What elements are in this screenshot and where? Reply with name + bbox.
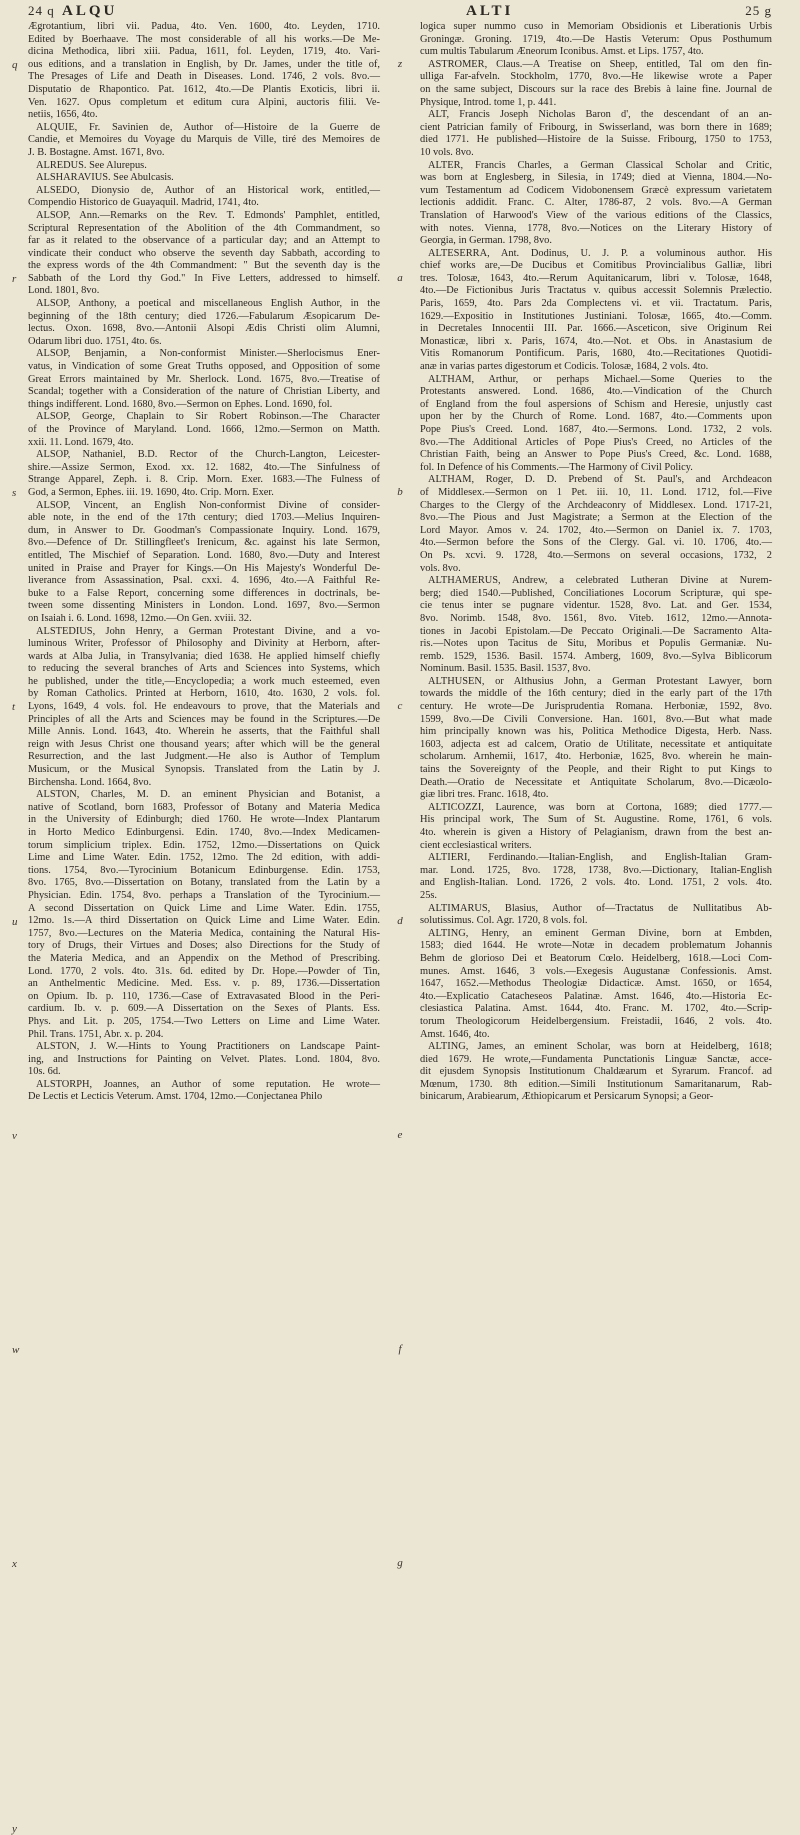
- text-line: Musicum, or the Musical Synopsis. Translated from the Latin by J.: [28, 764, 380, 776]
- text-line: Lond. 1801, 8vo.: [28, 285, 100, 297]
- text-line: things indifferent. Lond. 1680, 8vo.—Sermon on Ephes. Lond. 1690, fol.: [28, 398, 333, 410]
- text-line: Vitis Romanorum Pontificum. Paris, 1680, 4to.—Recitationes Quotidi-: [420, 348, 772, 360]
- text-line: ALT, Francis Joseph Nicholas Baron d', the descendant of an an-: [428, 109, 772, 121]
- text-line: 1599, 8vo.—De Civili Conversione. Han. 1601, 8vo.—But what made: [420, 713, 772, 725]
- text-line: liverance from Assassination, Psal. cxxi. 4. 1696, 4to.—A Faithful Re-: [28, 575, 380, 587]
- text-line: the Materia Medica, and an Appendix on the Method of Prescribing.: [28, 952, 380, 964]
- text-line: Georgia, in German. 1798, 8vo.: [420, 235, 552, 247]
- text-line: ALSOP, George, Chaplain to Sir Robert Robinson.—The Character: [36, 411, 380, 423]
- text-line: A second Dissertation on Quick Lime and Lime Water. Edin. 1755,: [28, 902, 380, 914]
- text-line: in Horto Medico Edinburgensi. Edin. 1740, 8vo.—Index Medicamen-: [28, 827, 380, 838]
- text-line: ALREDUS. See Alurepus.: [36, 159, 147, 171]
- text-line: ALSEDO, Dionysio de, Author of an Historical work, entitled,—: [36, 184, 380, 196]
- text-line: Sabbath of the Lord thy God." In Five Letters, addressed to himself.: [28, 272, 380, 284]
- left-column: [28, 21, 380, 1103]
- text-line: century. He wrote—De Jurisprudentia Romana. Herboniæ, 1592, 8vo.: [420, 701, 772, 713]
- text-line: Mœnum, 1730. 8th edition.—Simili Institutionum Samaritanarum, Rab-: [420, 1078, 772, 1090]
- text-line: 1629.—Expositio in Institutiones Justiniani. Tolosæ, 1665, 4to.—Comm.: [420, 310, 772, 322]
- text-line: buke to a False Report, concerning some differences in doctrinals, be-: [28, 587, 380, 599]
- text-line: Principles of all the Arts and Sciences may be found in the Scriptures.—De: [28, 713, 380, 725]
- text-line: ALSOP, Benjamin, a Non-conformist Minister.—Sherlocismus Ener-: [36, 348, 380, 360]
- text-line: cie tenus inter se pugnare videntur. 1528, 8vo. Lat. and Ger. 1534,: [420, 600, 772, 612]
- text-line: 1647, 1652.—Methodus Theologiæ Didacticæ. Amst. 1650, or 1654,: [420, 978, 772, 990]
- text-line: ALTESERRA, Ant. Dodinus, U. J. P. a voluminous author. His: [428, 247, 772, 259]
- text-line: giæ libri tres. Franc. 1618, 4to.: [420, 789, 549, 801]
- text-line: mar. Lond. 1725, 8vo. 1728, 1738, 8vo.—Dictionary, Italian-English: [420, 864, 772, 876]
- text-line: ALSTON, Charles, M. D. an eminent Physician and Botanist, a: [36, 789, 380, 801]
- text-line: ALSOP, Nathaniel, B.D. Rector of the Church-Langton, Leicester-: [36, 449, 380, 461]
- text-line: Protestants answered. Lond. 1686, 4to.—Vindication of the Church: [420, 386, 772, 398]
- text-line: Resurrection, and the last Judgment.—He also is Author of Templum: [28, 751, 380, 763]
- text-line: 4to.—De Fictionibus Juris Tractatus v. quibus accessit Solemnis Prælectio.: [420, 285, 772, 297]
- signature-marker: q: [12, 58, 18, 71]
- text-line: cient ecclesiastical writers.: [420, 839, 532, 851]
- text-line: ALTER, Francis Charles, a German Classical Scholar and Critic,: [428, 159, 772, 171]
- text-line: Phil. Trans. 1751, Abr. x. p. 204.: [28, 1028, 164, 1040]
- text-line: able note, in the end of the 17th century; died 1703.—Melius Inquiren-: [28, 512, 380, 524]
- text-line: 25s.: [420, 889, 438, 901]
- signature-marker: y: [12, 1822, 17, 1835]
- text-line: upon her by the Church of Rome. Lond. 1687, 4to.—Comments upon: [420, 411, 772, 423]
- text-line: ris.—Notes upon Tacitus de Situ, Moribus et Populis Germaniæ. Nu-: [420, 638, 772, 650]
- text-line: Lond. 1770, 2 vols. 4to. 31s. 6d. edited by Dr. Hope.—Powder of Tin,: [28, 965, 380, 977]
- text-line: lectus. Oxon. 1698, 8vo.—Antonii Alsopi Ædis Christi olim Alumni,: [28, 323, 380, 335]
- text-line: vindicate their conduct who observe the seventh day Sabbath, according to: [28, 247, 380, 259]
- text-line: on the same subject, Discours sur la race des Brebis à laine fine. Journal de: [420, 83, 772, 95]
- text-line: Lord Mayor. Amos v. 24. 1702, 4to.—Sermon on Daniel ix. 7. 1703,: [420, 524, 772, 536]
- text-line: ALSTEDIUS, John Henry, a German Protestant Divine, and a vo-: [36, 625, 380, 637]
- signature-marker: z: [397, 57, 403, 70]
- text-line: 4to. wherein is given a History of Pelagianism, drawn from the best an-: [420, 827, 772, 838]
- text-line: vatus, in Vindication of some Great Truths opposed, and Opposition of some: [28, 361, 380, 373]
- signature-marker: e: [397, 1128, 403, 1141]
- text-line: ALQUIE, Fr. Savinien de, Author of—Histoire de la Guerre de: [36, 121, 380, 133]
- text-line: Birchensha. Lond. 1664, 8vo.: [28, 776, 152, 788]
- text-line: an Anthelmentic Medicine. Med. Ess. v. p. 89, 1736.—Dissertation: [28, 978, 380, 990]
- signature-marker: x: [12, 1558, 17, 1571]
- text-line: 4to.—Explicatio Catacheseos Palatinæ. Amst. 1646, 4to.—Historia Ec-: [420, 990, 772, 1002]
- text-line: remb. 1529, 1536. Basil. 1574. Amberg, 1609, 8vo.—Sylva Biblicorum: [420, 650, 772, 662]
- text-line: dum, in Answer to Dr. Goodman's Compassionate Inquiry. Lond. 1679,: [28, 524, 380, 536]
- text-line: scholarum. Arnhemii, 1617, 4to. Herboniæ, 1625, 8vo. wherein he main-: [420, 751, 772, 763]
- text-line: berg; died 1540.—Published, Conciliationes Locorum Scripturæ, qui spe-: [420, 587, 772, 599]
- text-line: ALSHARAVIUS. See Abulcasis.: [36, 172, 174, 184]
- text-line: in the University of Edinburgh; died 1760. He wrote—Index Plantarum: [28, 814, 380, 826]
- text-line: cardium. Ib. v. p. 609.—A Dissertation on the Sexes of Plants. Ess.: [28, 1003, 380, 1015]
- text-line: was born at Englesberg, in Silesia, in 1749; died at Vienna, 1804.—No-: [420, 172, 772, 184]
- text-line: ALSTORPH, Joannes, an Author of some reputation. He wrote—: [36, 1078, 380, 1090]
- text-line: with notes. Vienna, 1778, 8vo.—Notices on the Literary History of: [420, 222, 772, 234]
- text-line: far as it related to the observance of a particular day; and an Attempt to: [28, 235, 380, 247]
- text-line: the express words of the 4th Commandment: " But the seventh day is the: [28, 260, 380, 272]
- text-line: Edited by Boerhaave. The most considerable of all his works.—De Me-: [28, 33, 380, 45]
- text-line: netiis, 1656, 4to.: [28, 109, 98, 121]
- text-line: ALTHAMERUS, Andrew, a celebrated Lutheran Divine at Nurem-: [428, 575, 772, 587]
- text-line: in Decretales Innocentii III. Par. 1666.—Asceticon, sive Originum Rei: [420, 323, 772, 335]
- text-line: Pope Pius's Creed. Lond. 1687, 4to.—Sermons. Lond. 1732, 2 vols.: [420, 424, 772, 435]
- text-line: ulliga Far-afveln. Stockholm, 1770, 8vo.—He likewise wrote a Paper: [420, 71, 772, 83]
- text-line: of Middlesex.—Sermon on 1 Pet. iii. 10, 11. Lond. 1712, fol.—Five: [420, 486, 772, 498]
- text-line: clesiastica Palatina. Amst. 1644, 4to. Franc. M. 1702, 4to.—Scrip-: [420, 1003, 772, 1015]
- text-line: ALSTON, J. W.—Hints to Young Practitioners on Landscape Paint-: [36, 1041, 380, 1053]
- text-line: Scandal; together with a Consideration of the nature of Christian Liberty, and: [28, 386, 380, 398]
- running-head-left: ALQU: [62, 3, 118, 19]
- text-line: and English-Italian. Lond. 1726, 2 vols. 4to. Lond. 1751, 2 vols. 4to.: [420, 877, 772, 889]
- text-line: Monasticæ, libri x. Paris, 1674, 4to.—Not. et Obs. in Anastasium de: [420, 335, 772, 347]
- text-line: ALTING, James, an eminent Scholar, was born at Heidelberg, 1618;: [428, 1041, 772, 1053]
- text-line: 10s. 6d.: [28, 1066, 61, 1078]
- text-line: J. B. Bostagne. Amst. 1671, 8vo.: [28, 146, 165, 158]
- running-header: [28, 3, 772, 21]
- text-line: Strange Apparel, Zeph. i. 8. Crip. Morn. Exer. 1683.—The Fulness of: [28, 474, 380, 486]
- text-line: ALTICOZZI, Laurence, was born at Cortona, 1689; died 1777.—: [428, 801, 772, 813]
- text-line: ALTIERI, Ferdinando.—Italian-English, and English-Italian Gram-: [428, 852, 772, 864]
- signature-marker: c: [397, 700, 403, 713]
- column-gutter-markers: [392, 21, 408, 1570]
- text-line: ALTHUSEN, or Althusius John, a German Protestant Lawyer, born: [428, 675, 772, 687]
- text-line: 1603, adjecta est ad calcem, Oratio de Utilitate, necessitate et antiquitate: [420, 738, 772, 750]
- text-line: died 1771. He published—Histoire de la Suisse. Fribourg, 1750 to 1753,: [420, 134, 772, 146]
- text-line: tions. 1754, 8vo.—Tyrocinium Botanicum Edinburgense. Edin. 1753,: [28, 864, 380, 876]
- text-line: beginning of the 18th century; died 1726.—Fabularum Æsopicarum De-: [28, 310, 380, 322]
- text-line: anæ in varias partes digestorum et Codicis. Tolosæ, 1684, 2 vols. 4to.: [420, 361, 709, 373]
- text-line: Great Errors maintained by Mr. Sherlock. Lond. 1675, 8vo.—Treatise of: [28, 373, 380, 385]
- text-line: xxii. 11. Lond. 1679, 4to.: [28, 436, 134, 448]
- running-head-right: ALTI: [466, 3, 514, 19]
- text-line: on Isaiah i. 6. Lond. 1698, 12mo.—On Gen. xviii. 32.: [28, 612, 252, 624]
- signature-marker: t: [12, 701, 16, 714]
- text-line: Candie, et Memoires du Voyage du Marquis de Ville, tiré des Memoires de: [28, 134, 380, 146]
- text-line: Ægrotantium, libri vii. Padua, 4to. Ven. 1600, 4to. Leyden, 1710.: [28, 21, 380, 32]
- text-line: ing, and Instructions for Painting on Velvet. Plates. Lond. 1804, 8vo.: [28, 1053, 380, 1065]
- text-line: ALSOP, Vincent, an English Non-conformist Divine of consider-: [36, 499, 380, 511]
- text-line: Mille Annis. Lond. 1643, 4to. Wherein he asserts, that the Faithful shall: [28, 726, 380, 738]
- text-line: 8vo.—The Pious and Just Magistrate; a Sermon at the Election of the: [420, 512, 772, 524]
- signature-marker: a: [397, 272, 403, 284]
- text-line: of the Province of Maryland. Lond. 1666, 12mo.—Sermon on Matth.: [28, 424, 380, 435]
- signature-marker: d: [397, 914, 403, 927]
- text-line: Ven. 1627. Opus completum et editum cura Alpini, auctoris filii. Ve-: [28, 96, 380, 108]
- text-line: 8vo. 1765, 8vo.—Dissertation on Botany, translated from the Latin by a: [28, 877, 380, 889]
- text-line: Lime and Lime Water. Edin. 1752, 12mo. The 2d edition, with addi-: [28, 852, 380, 864]
- text-line: tres. Tolosæ, 1643, 4to.—Rerum Aquitanicarum, libri v. Tolosæ, 1648,: [420, 272, 772, 284]
- text-line: 12mo. 1s.—A third Dissertation on Quick Lime and Lime Water. Edin.: [28, 915, 380, 927]
- text-line: chief works are,—De Ducibus et Comitibus Provincialibus Galliæ, libri: [420, 260, 772, 272]
- text-line: dicina Methodica, libri xiii. Padua, 1611, fol. Leyden, 1719, 4to. Vari-: [28, 46, 380, 58]
- text-line: Compendio Historico de Guayaquil. Madrid, 1741, 4to.: [28, 197, 259, 209]
- text-line: 1757, 8vo.—Lectures on the Materia Medica, containing the Natural His-: [28, 927, 380, 939]
- text-line: ALTHAM, Arthur, or perhaps Michael.—Some Queries to the: [428, 373, 772, 385]
- signature-marker: w: [12, 1344, 20, 1356]
- text-line: entitled, The Mischief of Separation. Lond. 1680, 8vo.—Duty and Interest: [28, 549, 380, 561]
- text-line: dit ejusdem Synopsis Institutionum Chaldæarum et Syrarum. Francof. ad: [420, 1066, 772, 1078]
- text-line: native of Scotland, born 1683, Professor of Botany and Materia Medica: [28, 801, 380, 813]
- signature-marker: f: [398, 1343, 402, 1355]
- text-line: solutissimus. Col. Agr. 1720, 8 vols. fol.: [420, 915, 588, 927]
- text-line: tains the Sovereignty of the People, and their Right to put Kings to: [420, 764, 772, 776]
- text-line: to reducing the several branches of Arts and Sciences into Systems, which: [28, 663, 380, 675]
- text-line: 8vo.—The Additional Articles of Pope Pius's Creed, no Articles of the: [420, 436, 772, 448]
- text-line: him principally known was his, Politica Methodice Digesta, Herb. Nass.: [420, 726, 772, 738]
- text-line: ALTIMARUS, Blasius, Author of—Tractatus de Nullitatibus Ab-: [428, 902, 772, 914]
- text-line: Nominum. Basil. 1535. Basil. 1537, 8vo.: [420, 663, 591, 675]
- text-line: tory of Drugs, their Virtues and Doses; also Directions for the Study of: [28, 940, 380, 952]
- text-line: binicarum, Arabiearum, Æthiopicarum et Persicarum Synopsi; a Geor-: [420, 1091, 714, 1103]
- text-line: ALSOP, Anthony, a poetical and miscellaneous English Author, in the: [36, 298, 380, 310]
- text-line: died 1679. He wrote,—Fundamenta Punctationis Linguæ Sanctæ, acce-: [420, 1053, 772, 1065]
- text-line: Behm de glorioso Dei et Beatorum Cœlo. Heidelberg, 1618.—Loci Com-: [420, 952, 772, 964]
- text-line: united in Praise and Prayer for Kings.—On His Majesty's Wonderful De-: [28, 562, 380, 574]
- text-line: ALTHAM, Roger, D. D. Prebend of St. Paul's, and Archdeacon: [428, 474, 772, 486]
- text-line: 10 vols. 8vo.: [420, 146, 474, 158]
- text-line: vum Testamentum ad Codicem Vidobonensem Græcè expressum varietatem: [420, 184, 772, 196]
- text-line: Physician. Edin. 1754, 8vo. perhaps a Translation of the Tyrocinium.—: [28, 889, 380, 901]
- text-line: tiones in Jacobi Epistolam.—De Peccato Originali.—De Sacramento Alta-: [420, 625, 772, 637]
- text-line: 8vo.—Defence of Dr. Stillingfleet's Irenicum, &c. against his late Sermon,: [28, 537, 380, 549]
- signature-marker: b: [397, 486, 403, 499]
- text-line: 1583; died 1644. He wrote—Notæ in decadem problematum Johannis: [420, 940, 772, 952]
- signature-marker: g: [397, 1557, 403, 1570]
- text-line: Amst. 1646, 4to.: [420, 1028, 490, 1040]
- text-line: Paris, 1659, 4to. Pars 2da Complectens vi. et vii. Tractatum. Paris,: [420, 298, 772, 310]
- signature-marker: s: [12, 487, 17, 500]
- text-line: ALSOP, Ann.—Remarks on the Rev. T. Edmonds' Pamphlet, entitled,: [36, 209, 380, 221]
- text-line: tween some dissenting Ministers in London. Lond. 1697, 8vo.—Sermon: [28, 600, 380, 612]
- signature-marker: r: [12, 273, 17, 285]
- text-line: wards at Alba Julia, in Transylvania; died 1638. He applied himself chiefly: [28, 650, 380, 662]
- text-line: shire.—Assize Sermon, Exod. xx. 12. 1682, 4to.—The Sinfulness of: [28, 461, 380, 473]
- text-line: Physique, Introd. tome 1, p. 441.: [420, 96, 557, 108]
- text-line: by Roman Catholics. Printed at Herborn, 1610, 4to. 1630, 2 vols. fol.: [28, 688, 380, 700]
- text-line: on Opium. Ib. p. 110, 1736.—Case of Extravasated Blood in the Peri-: [28, 990, 380, 1002]
- text-line: cum multis Tabularum Æneorum Iconibus. Amst. et Lips. 1757, 4to.: [420, 46, 704, 58]
- text-line: lectionis addidit. Franc. C. Alter, 1786-87, 2 vols. 8vo.—A German: [420, 197, 772, 209]
- text-line: De Lectis et Lecticis Veterum. Amst. 1704, 12mo.—Conjectanea Philo: [28, 1091, 323, 1103]
- page-number-right: 25 g: [745, 3, 772, 18]
- right-column: [420, 21, 772, 1103]
- text-line: he published, under the title,—Encyclopedia; a work much esteemed, even: [28, 675, 380, 687]
- text-line: Death.—Oratio de Necessitate et Antiquitate Scholarum, 8vo.—Dicæolo-: [420, 776, 772, 788]
- text-line: logica super nummo cuso in Memoriam Obsidionis et Liberationis Urbis: [420, 21, 772, 32]
- text-line: vols. 8vo.: [420, 562, 461, 574]
- text-line: The Presages of Life and Death in Diseases. Lond. 1746, 2 vols. 8vo.—: [28, 71, 380, 83]
- text-line: towards the middle of the 16th century; died in the early part of the 17th: [420, 688, 772, 700]
- signature-marker: v: [12, 1129, 17, 1142]
- text-line: luminous Writer, Professor of Philosophy and Divinity at Herborn, after-: [28, 638, 380, 650]
- signature-marker: u: [12, 915, 18, 928]
- text-line: Scriptural Representation of the Abolition of the 4th Commandment, so: [28, 222, 380, 234]
- text-line: Disputatio de Rhapontico. Pat. 1612, 4to.—De Plantis Exoticis, libri ii.: [28, 83, 380, 95]
- text-line: ASTROMER, Claus.—A Treatise on Sheep, entitled, Tal om den fin-: [428, 58, 772, 70]
- text-line: 4to.—Sermon before the Sons of the Clergy. Gal. vi. 10. 1706, 4to.—: [420, 537, 772, 549]
- text-line: fol. In Defence of his Comments.—The Harmony of Civil Policy.: [420, 461, 693, 473]
- text-line: Phys. and Lit. p. 205, 1754.—Two Letters on Lime and Lime Water.: [28, 1015, 380, 1027]
- text-line: of England from the foul aspersions of Schism and Heresie, unjustly cast: [420, 398, 772, 410]
- text-line: His principal work, The Sum of St. Augustine. Rome, 1761, 6 vols.: [420, 814, 772, 826]
- text-line: cient Patrician family of Fribourg, in Swisserland, was born there in 1689;: [420, 121, 772, 133]
- text-line: reign with Jesus Christ one thousand years; after which will be the general: [28, 738, 380, 750]
- text-line: On Ps. xcvi. 9. 1728, 4to.—Sermons on several occasions, 1732, 2: [420, 549, 772, 561]
- text-line: Lyons, 1649, 4 vols. fol. He endeavours to prove, that the Materials and: [28, 701, 380, 713]
- text-line: ALTING, Henry, an eminent German Divine, born at Embden,: [428, 927, 772, 939]
- page-number-left: 24 q: [28, 3, 55, 18]
- text-line: Translation of Harwood's View of the various editions of the Classics,: [420, 209, 772, 221]
- text-line: 8vo. Norimb. 1548, 8vo. 1561, 8vo. Viteb. 1612, 12mo.—Annota-: [420, 612, 772, 624]
- text-line: God, a Sermon, Ephes. iii. 19. 1690, 4to. Crip. Morn. Exer.: [28, 486, 274, 498]
- text-line: torum Theologicorum Heidelbergensium. Freistadii, 1646, 2 vols. 4to.: [420, 1015, 772, 1027]
- text-line: ous editions, and a translation in English, by Dr. James, under the title of,: [28, 58, 380, 70]
- text-line: Christian Faith, being an Answer to Pope Pius's Creed, &c. Lond. 1688,: [420, 449, 772, 461]
- text-line: Charges to the Clergy of the Archdeaconry of Middlesex. Lond. 1717-21,: [420, 499, 772, 511]
- text-line: munes. Amst. 1646, 3 vols.—Exegesis Augustanæ Confessionis. Amst.: [420, 965, 772, 977]
- text-line: torum simplicium triplex. Edin. 1752, 12mo.—Dissertations on Quick: [28, 839, 380, 851]
- text-line: Odarum libri duo. 1751, 4to. 6s.: [28, 335, 162, 347]
- text-line: Groningæ. Groning. 1719, 4to.—De Hastis Veterum: Opus Posthumum: [420, 33, 772, 45]
